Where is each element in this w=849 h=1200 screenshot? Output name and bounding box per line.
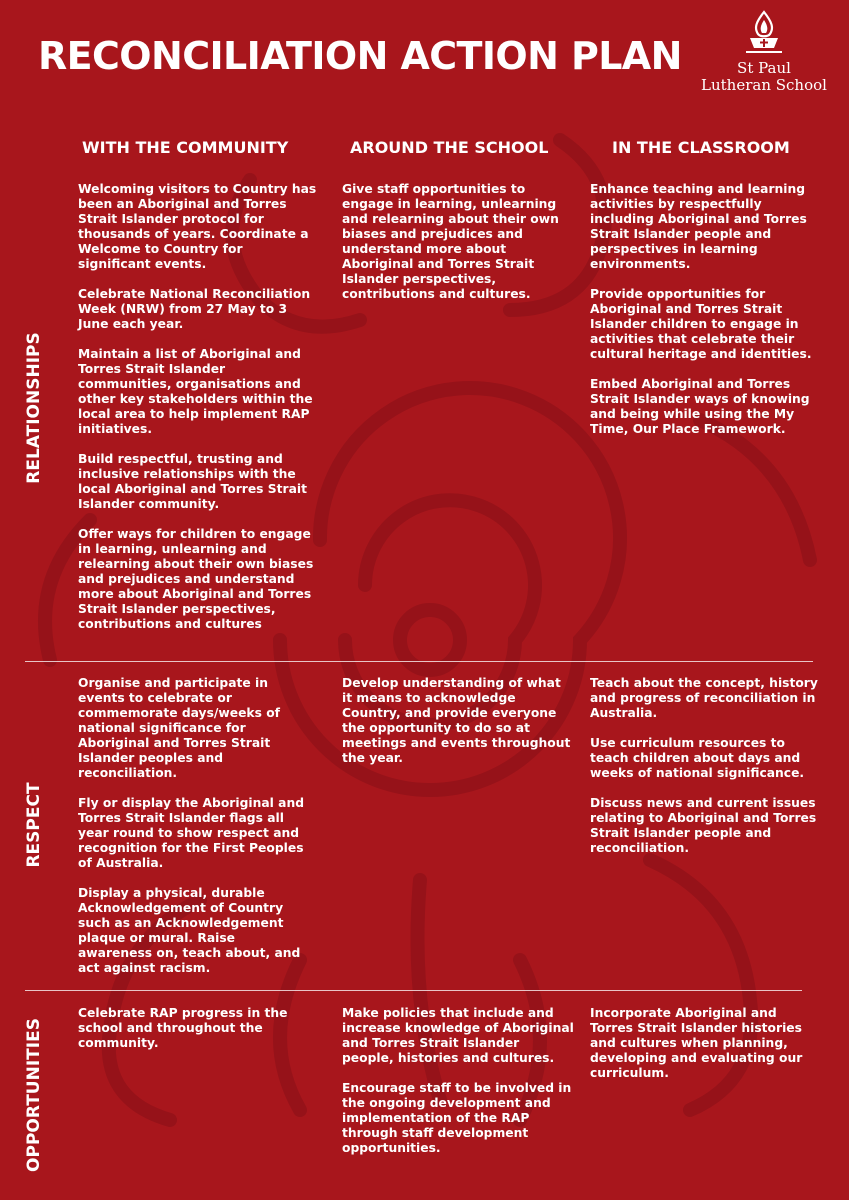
page-title: RECONCILIATION ACTION PLAN [38, 34, 682, 78]
cell-paragraph: Teach about the concept, history and progress of reconciliation in Australia. [590, 676, 818, 720]
cell-opportunities-classroom [590, 1006, 818, 1081]
cell-paragraph: Provide opportunities for Aboriginal and Torres Strait Islander children to engage in activities that celebrate their cultural heritage and identities. [590, 287, 812, 361]
column-header-classroom: IN THE CLASSROOM [612, 138, 790, 157]
cell-paragraph: Discuss news and current issues relating to Aboriginal and Torres Strait Islander people and reconciliation. [590, 796, 817, 855]
school-logo [684, 10, 844, 110]
row-divider [25, 990, 802, 991]
cell-paragraph: Welcoming visitors to Country has been an Aboriginal and Torres Strait Islander protocol for thousands of years. Coordinate a Welcome to Country for significant events. [78, 182, 317, 271]
cell-paragraph: Encourage staff to be involved in the ongoing development and implementation of the RAP through staff development opportunities. [342, 1081, 572, 1155]
cell-paragraph: Give staff opportunities to engage in learning, unlearning and relearning about their own biases and prejudices and understand more about Aboriginal and Torres Strait Islander perspectives, contributions and cultures. [342, 182, 559, 301]
cell-paragraph: Organise and participate in events to celebrate or commemorate days/weeks of national significance for Aboriginal and Torres Strait Islander peoples and reconciliation. [78, 676, 280, 780]
cell-relationships-community [78, 182, 318, 632]
cell-paragraph: Celebrate RAP progress in the school and throughout the community. [78, 1006, 288, 1050]
cell-paragraph: Incorporate Aboriginal and Torres Strait Islander histories and cultures when planning, developing and evaluating our curriculum. [590, 1006, 803, 1080]
row-label-respect: RESPECT [24, 782, 44, 868]
cell-paragraph: Display a physical, durable Acknowledgement of Country such as an Acknowledgement plaque or mural. Raise awareness on, teach about, and act against racism. [78, 886, 301, 975]
cell-paragraph: Fly or display the Aboriginal and Torres Strait Islander flags all year round to show respect and recognition for the First Peoples of Australia. [78, 796, 304, 870]
cell-respect-community [78, 676, 310, 976]
cell-paragraph: Offer ways for children to engage in learning, unlearning and relearning about their own biases and prejudices and understand more about Aboriginal and Torres Strait Islander perspectives, contributions and cultures [78, 527, 314, 631]
cell-respect-school [342, 676, 574, 766]
cell-paragraph: Make policies that include and increase knowledge of Aboriginal and Torres Strait Islander people, histories and cultures. [342, 1006, 574, 1065]
row-divider [25, 661, 813, 662]
row-label-relationships: RELATIONSHIPS [24, 332, 44, 484]
cell-paragraph: Enhance teaching and learning activities by respectfully including Aboriginal and Torres Strait Islander people and perspectives in learning environments. [590, 182, 807, 271]
column-header-school: AROUND THE SCHOOL [350, 138, 549, 157]
column-header-community: WITH THE COMMUNITY [82, 138, 289, 157]
cell-respect-classroom [590, 676, 820, 856]
cell-opportunities-community [78, 1006, 298, 1051]
cell-relationships-school [342, 182, 574, 302]
cell-relationships-classroom [590, 182, 820, 437]
cell-paragraph: Use curriculum resources to teach children about days and weeks of national significance. [590, 736, 805, 780]
row-label-opportunities: OPPORTUNITIES [24, 1018, 44, 1172]
cell-paragraph: Maintain a list of Aboriginal and Torres Strait Islander communities, organisations and other key stakeholders within the local area to help implement RAP initiatives. [78, 347, 313, 436]
cell-paragraph: Build respectful, trusting and inclusive relationships with the local Aboriginal and Torres Strait Islander community. [78, 452, 307, 511]
school-name-line2: Lutheran School [701, 76, 827, 94]
cell-paragraph: Develop understanding of what it means to acknowledge Country, and provide everyone the opportunity to do so at meetings and events throughout the year. [342, 676, 571, 765]
school-name-line1: St Paul [737, 59, 791, 77]
cell-opportunities-school [342, 1006, 574, 1156]
cell-paragraph: Embed Aboriginal and Torres Strait Islander ways of knowing and being while using the My Time, Our Place Framework. [590, 377, 810, 436]
flame-cross-icon [744, 10, 784, 56]
cell-paragraph: Celebrate National Reconciliation Week (NRW) from 27 May to 3 June each year. [78, 287, 311, 331]
